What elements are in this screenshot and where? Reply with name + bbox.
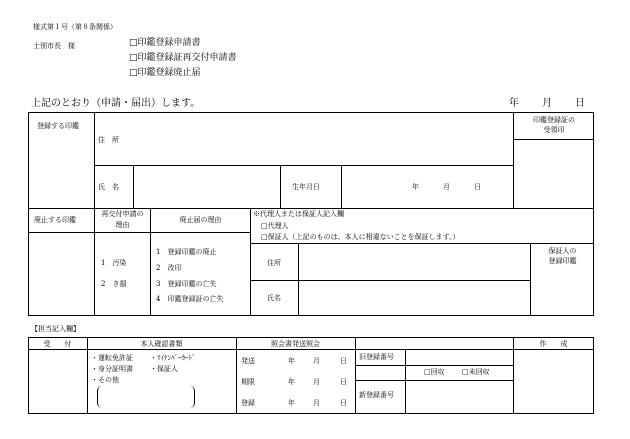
register-seal-label: 登録する印鑑 [37,122,79,130]
agent-option-proxy[interactable]: □代理人 [261,222,289,230]
collected-checkbox[interactable]: □回収 [424,368,445,376]
registration-year: 年 [288,399,295,407]
old-number-label: 旧登録番号 [359,353,394,361]
deadline-year: 年 [288,378,295,386]
option-seal-registration[interactable]: □印鑑登録申請書 [129,38,201,48]
option-card-reissue[interactable]: □印鑑登録証再交付申請書 [129,53,237,63]
option-seal-abolish[interactable]: □印鑑登録廃止届 [129,68,201,78]
agent-option-guarantor[interactable]: □保証人（上記のものは、本人に相違ないことを保証します。） [261,233,460,241]
not-collected-checkbox[interactable]: □未回収 [462,368,490,376]
birth-day: 日 [474,183,481,191]
deadline-label: 期限 [241,378,255,386]
statement: 上記のとおり（申請・届出）します。 [31,98,201,109]
creation-label: 作 成 [539,340,568,348]
addressee: 士別市長 様 [33,42,75,50]
registration-month: 月 [313,399,320,407]
id-item-license: ・運転免許証 [91,354,133,362]
other-bracket [97,386,195,408]
date-year: 年 [509,98,519,109]
reissue-reason-label-1: 再交付申請の [101,210,144,218]
birthdate-label: 生年月日 [292,183,320,191]
id-item-other: ・その他 [91,376,119,384]
card-receipt-label-2: 受領印 [543,126,565,134]
reissue-reason-label-2: 理由 [115,221,130,229]
received-label: 受 付 [43,340,72,348]
send-month: 月 [313,357,320,365]
id-item-guarantor: ・保証人 [150,365,178,373]
guarantor-seal-label-2: 登録印鑑 [548,257,577,265]
id-item-id-certificate: ・身分証明書 [91,365,133,373]
guarantor-seal-label-1: 保証人の [548,247,577,255]
send-label: 発送 [241,357,255,365]
address-label: 住 所 [98,136,119,144]
card-receipt-label-1: 印鑑登録証の [533,116,575,124]
staff-section-title: 【担当記入欄】 [31,325,80,333]
abolish-reason-2: 2 改印 [156,264,182,272]
birth-month: 月 [443,183,450,191]
form-number: 様式第１号（第８条関係） [33,23,117,31]
deadline-month: 月 [313,378,320,386]
reissue-reason-damage: 2 き損 [101,280,127,288]
name-label: 氏 名 [98,183,119,191]
agent-section-header: ※代理人または保証人記入欄 [253,210,344,218]
date-month: 月 [542,98,552,109]
registration-label: 登録 [241,399,255,407]
id-item-mynumber: ・ﾏｲﾅﾝﾊﾞｰｶｰﾄﾞ [150,354,196,362]
reissue-reason-stain: 1 汚染 [101,259,127,267]
send-year: 年 [288,357,295,365]
abolish-reason-4: 4 印鑑登録証の亡失 [156,295,224,303]
agent-name-label: 氏名 [267,294,281,302]
birth-year: 年 [412,183,419,191]
abolish-reason-1: 1 登録印鑑の廃止 [156,248,217,256]
send-day: 日 [340,357,347,365]
registration-day: 日 [340,399,347,407]
inquiry-label: 照会書発送照会 [271,340,320,348]
abolish-reason-label: 廃止届の理由 [179,216,222,224]
new-number-label: 新登録番号 [359,391,394,399]
abolish-seal-label: 廃止する印鑑 [34,216,76,224]
id-docs-label: 本人確認書類 [140,340,183,348]
deadline-day: 日 [340,378,347,386]
agent-address-label: 住所 [267,259,281,267]
date-day: 日 [575,98,585,109]
abolish-reason-3: 3 登録印鑑の亡失 [156,280,217,288]
